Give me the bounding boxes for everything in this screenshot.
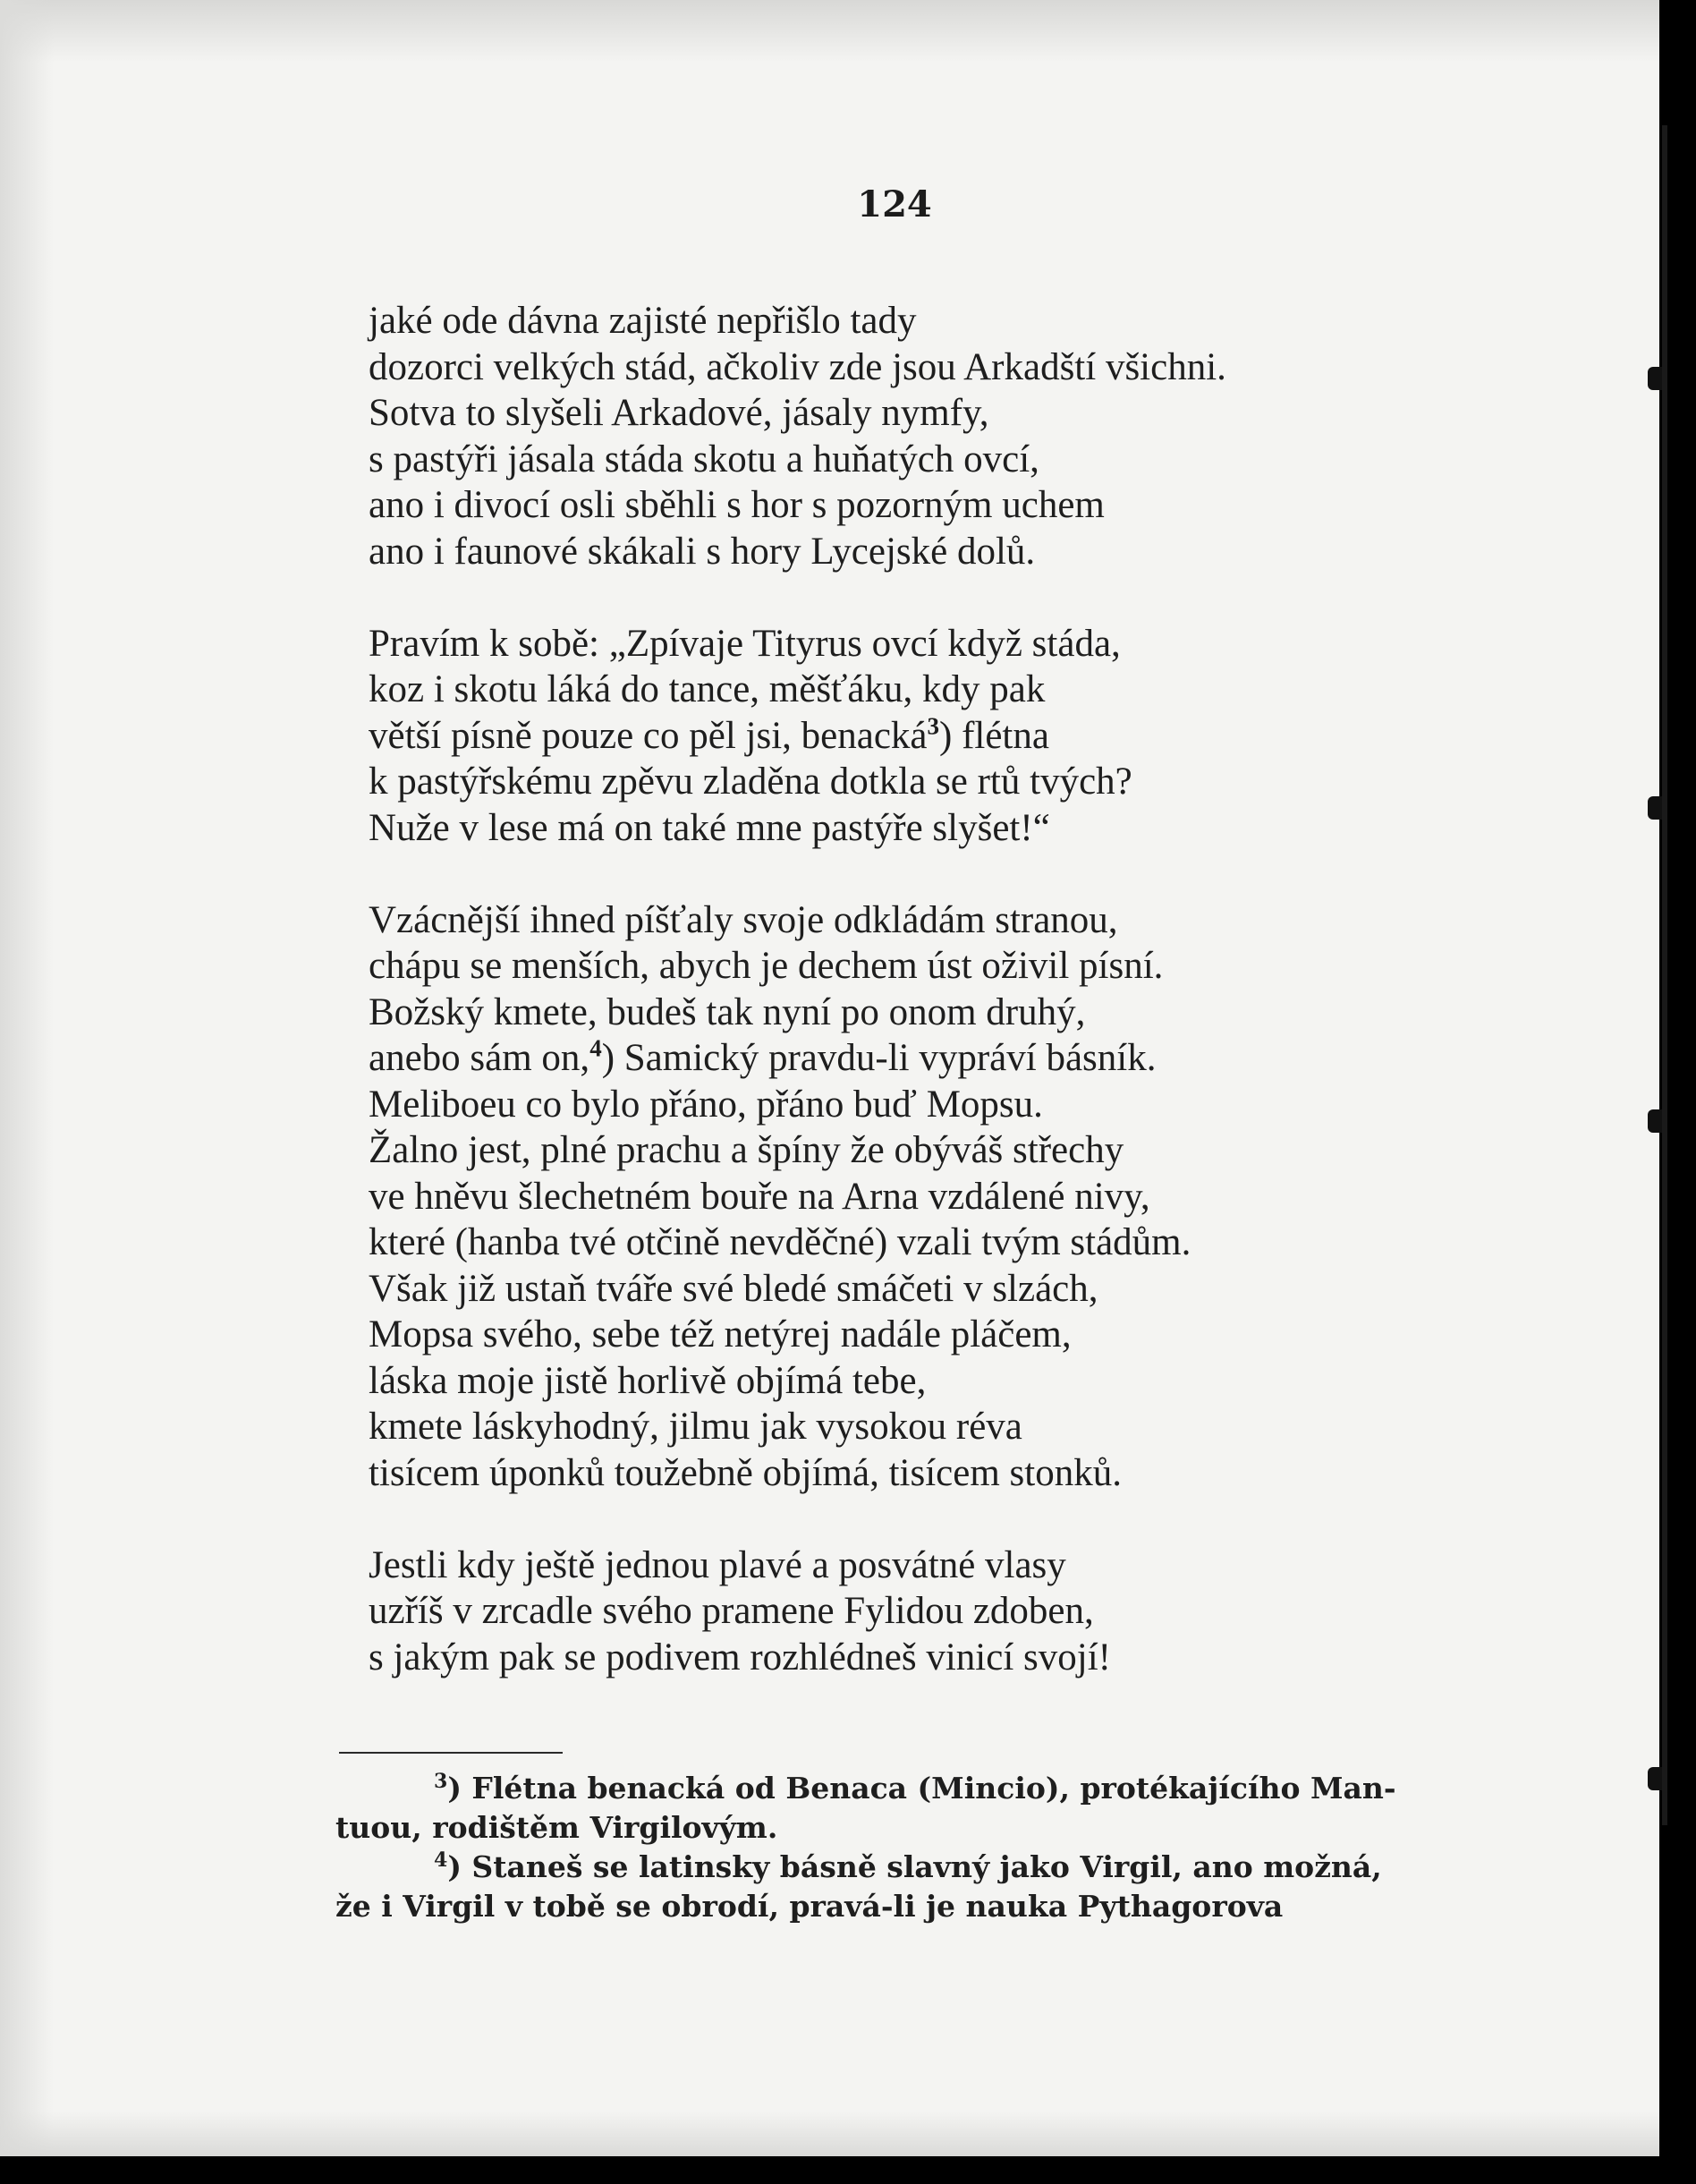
- verse-line-note-3: [369, 713, 1621, 760]
- verse-line: s pastýři jásala stáda skotu a huňatých ovcí,: [369, 438, 1039, 480]
- verse-line: kmete láskyhodný, jilmu jak vysokou réva: [369, 1406, 1022, 1448]
- verse-line: uzříš v zrcadle svého pramene Fylidou zdoben,: [369, 1590, 1094, 1632]
- footnote-divider: [339, 1752, 563, 1754]
- verse-line: které (hanba tvé otčině nevděčné) vzali tvým stádům.: [369, 1221, 1191, 1263]
- footnote-mark: 4: [434, 1848, 448, 1872]
- verse-text: větší písně pouze co pěl jsi, benacká: [369, 714, 928, 757]
- verse-line: láska moje jistě horlivě objímá tebe,: [369, 1359, 927, 1402]
- footnote-3: [335, 1769, 1498, 1808]
- verse-text: ) Samický pravdu-li vypráví básník.: [601, 1037, 1157, 1079]
- verse-line: chápu se menších, abych je dechem úst oživil písní.: [369, 945, 1164, 987]
- footnote-3-cont: tuou, rodištěm Virgilovým.: [335, 1810, 778, 1845]
- verse-line: Mopsa svého, sebe též netýrej nadále pláčem,: [369, 1313, 1072, 1355]
- poem-body: [369, 298, 1621, 1727]
- footnote-ref-4[interactable]: 4: [589, 1034, 602, 1062]
- stanza-2: [369, 621, 1621, 852]
- page-number: 124: [857, 183, 932, 225]
- stanza-1: [369, 298, 1621, 574]
- verse-line: ano i faunové skákali s hory Lycejské dolů.: [369, 530, 1036, 573]
- binding-edge-mark: [1648, 367, 1662, 390]
- footnotes: [335, 1769, 1498, 1926]
- page-shadow-left: [0, 0, 54, 2156]
- footnote-4: [335, 1848, 1498, 1887]
- verse-line: Žalno jest, plné prachu a špíny že obýváš střechy: [369, 1129, 1124, 1171]
- verse-line: dozorci velkých stád, ačkoliv zde jsou Arkadští všichni.: [369, 345, 1226, 388]
- verse-line: Meliboeu co bylo přáno, přáno buď Mopsu.: [369, 1083, 1043, 1126]
- verse-line: tisícem úponků toužebně objímá, tisícem stonků.: [369, 1451, 1122, 1494]
- page-shadow-top: [0, 0, 1659, 63]
- footnote-text: ) Flétna benacká od Benaca (Mincio), protékajícího Man-: [447, 1771, 1396, 1806]
- verse-line: Sotva to slyšeli Arkadové, jásaly nymfy,: [369, 392, 989, 434]
- verse-line: koz i skotu láká do tance, měšťáku, kdy pak: [369, 668, 1046, 710]
- binding-edge-mark: [1648, 796, 1662, 820]
- stanza-4: [369, 1542, 1621, 1681]
- binding-edge-line: [1662, 125, 1667, 1825]
- footnote-4-cont: že i Virgil v tobě se obrodí, pravá-li je nauka Pythagorova: [335, 1889, 1284, 1924]
- verse-line: s jakým pak se podivem rozhlédneš vinicí svojí!: [369, 1636, 1111, 1678]
- footnote-text: ) Staneš se latinsky básně slavný jako Virgil, ano možná,: [447, 1849, 1382, 1884]
- binding-edge-mark: [1648, 1767, 1662, 1790]
- verse-line: Pravím k sobě: „Zpívaje Tityrus ovcí když stáda,: [369, 622, 1121, 665]
- verse-text: anebo sám on,: [369, 1037, 590, 1079]
- page-shadow-bottom: [0, 2112, 1659, 2156]
- verse-line: Však již ustaň tváře své bledé smáčeti v slzách,: [369, 1267, 1098, 1310]
- verse-line: jaké ode dávna zajisté nepřišlo tady: [369, 300, 917, 342]
- stanza-3: [369, 897, 1621, 1497]
- verse-line: Nuže v lese má on také mne pastýře slyšet!“: [369, 806, 1050, 849]
- footnote-ref-3[interactable]: 3: [927, 712, 939, 740]
- verse-line: k pastýřskému zpěvu zladěna dotkla se rtů tvých?: [369, 761, 1132, 803]
- verse-line-note-4: [369, 1035, 1621, 1082]
- verse-text: ) flétna: [939, 714, 1049, 757]
- verse-line: ve hněvu šlechetném bouře na Arna vzdálené nivy,: [369, 1175, 1150, 1218]
- verse-line: Božský kmete, budeš tak nyní po onom druhý,: [369, 990, 1086, 1033]
- footnote-mark: 3: [434, 1770, 448, 1793]
- verse-line: Jestli kdy ještě jednou plavé a posvátné vlasy: [369, 1543, 1066, 1586]
- verse-line: Vzácnější ihned píšťaly svoje odkládám stranou,: [369, 898, 1118, 941]
- binding-edge-mark: [1648, 1109, 1662, 1133]
- verse-line: ano i divocí osli sběhli s hor s pozorným uchem: [369, 484, 1105, 526]
